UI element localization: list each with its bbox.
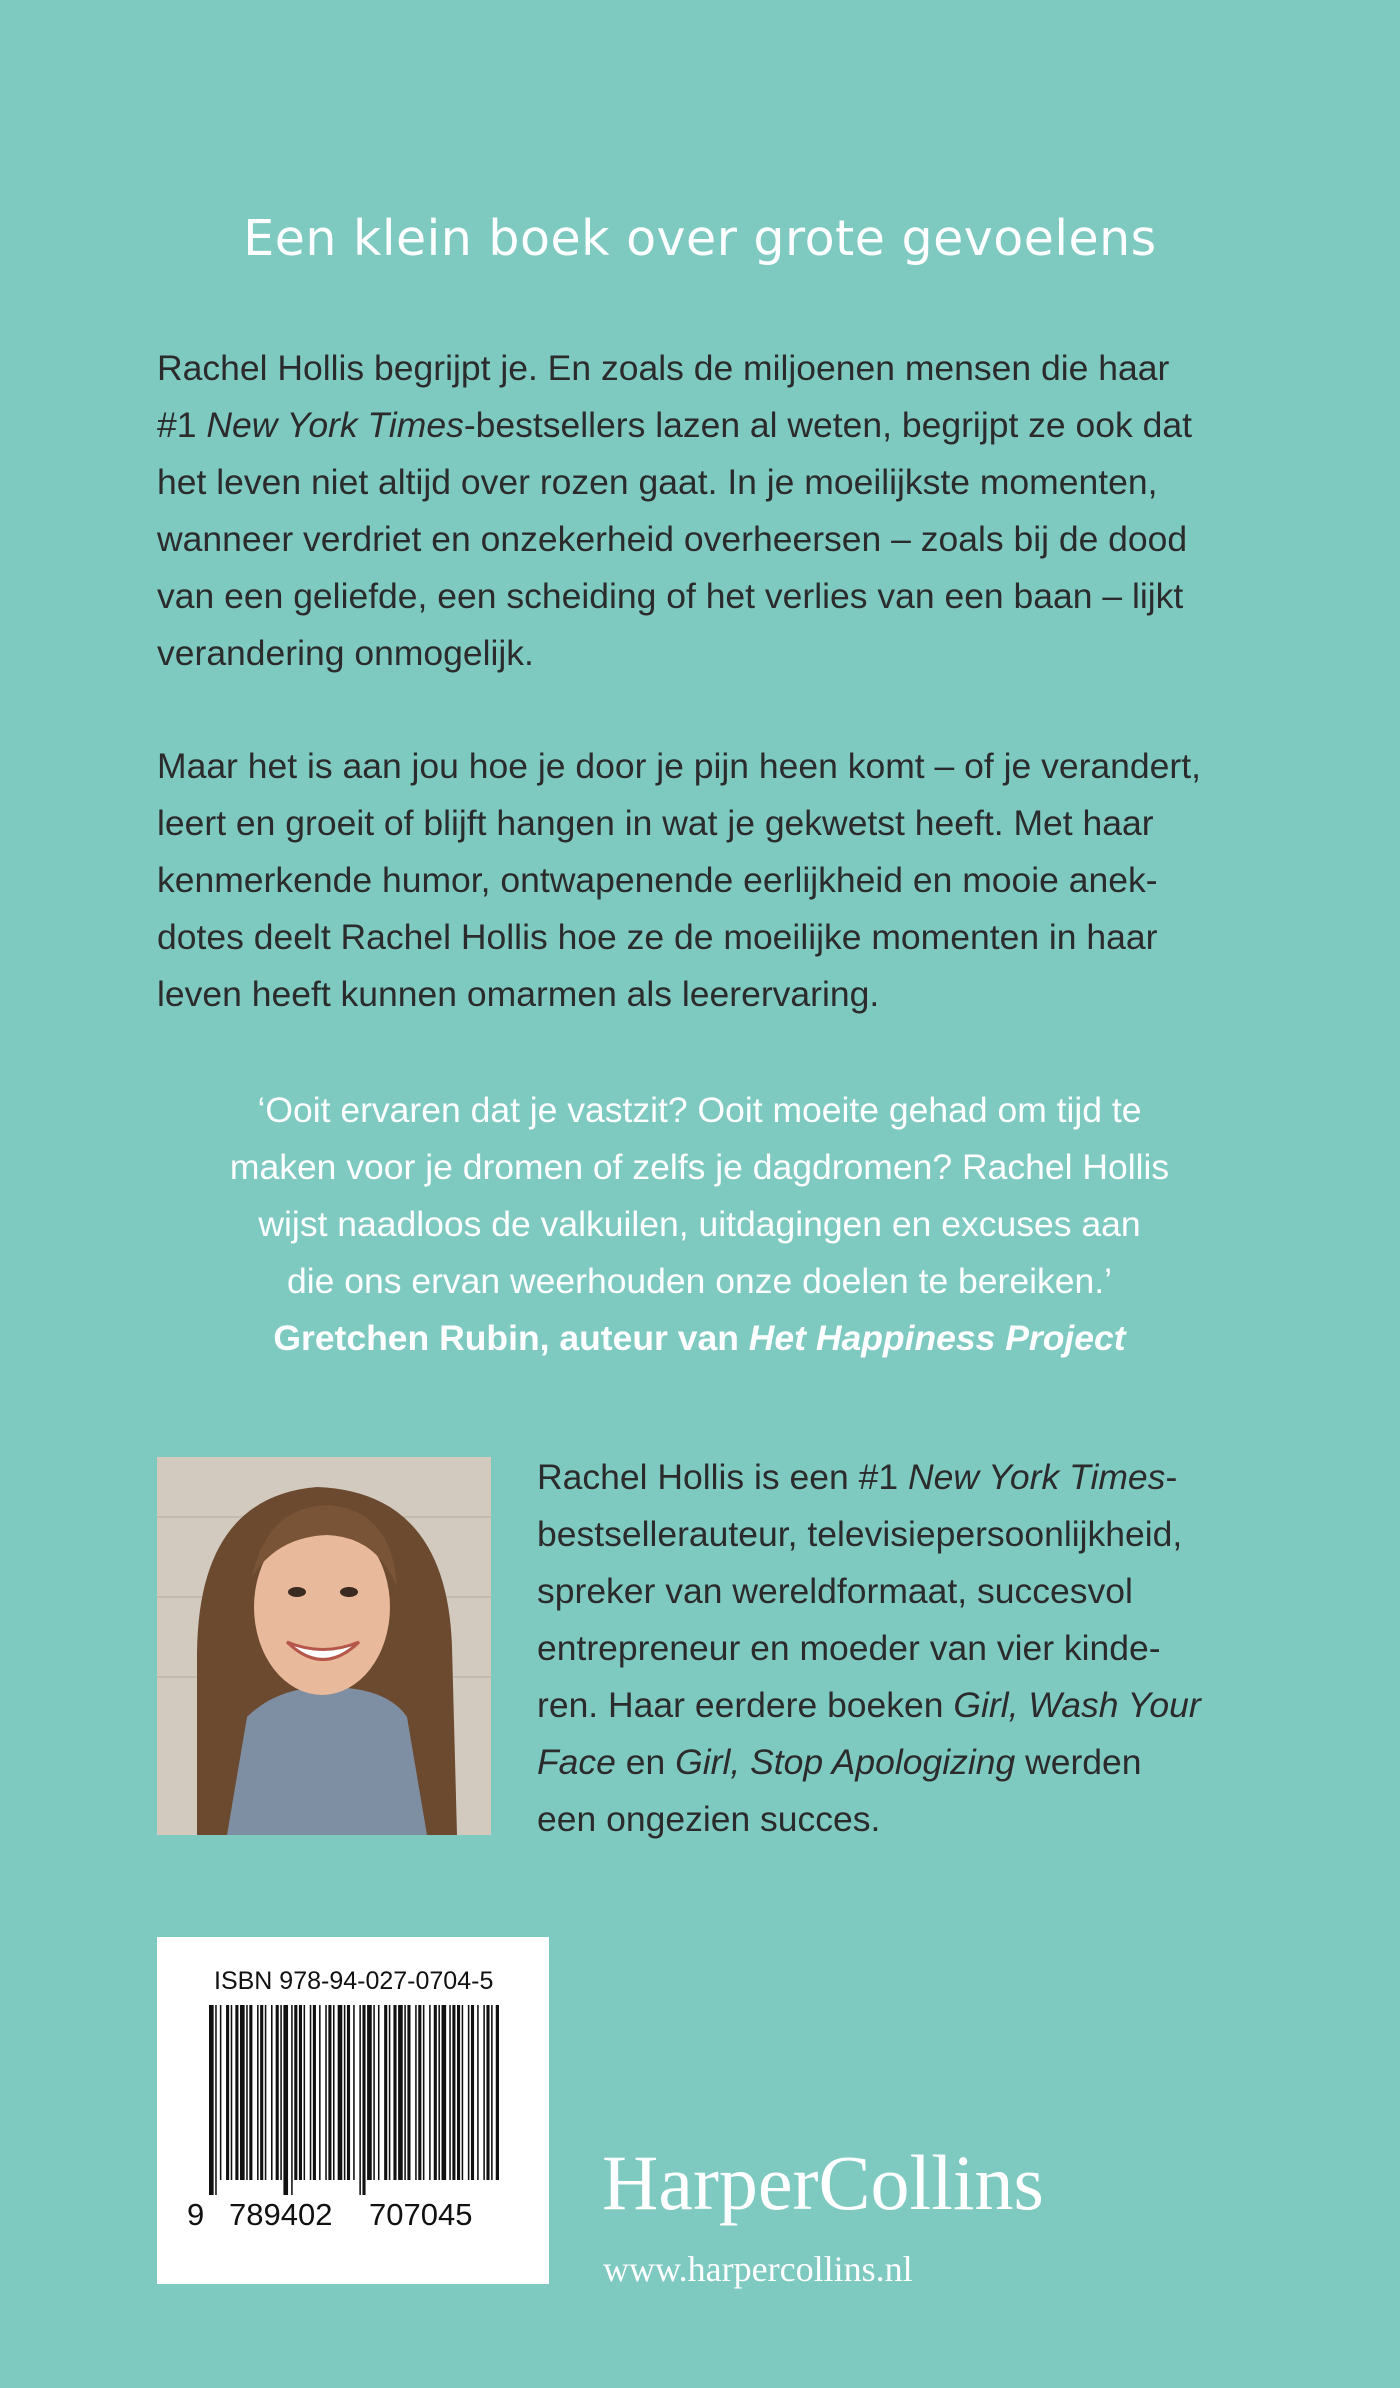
paragraph-line: verandering onmogelijk.	[157, 633, 534, 673]
barcode-bars	[209, 2005, 499, 2195]
barcode-bar	[257, 2005, 259, 2180]
back-cover-headline: Een klein boek over grote gevoelens	[243, 210, 1157, 267]
barcode-bar	[457, 2005, 460, 2180]
barcode-bar	[384, 2005, 387, 2180]
barcode-bar	[483, 2005, 485, 2180]
isbn-barcode	[157, 1937, 549, 2284]
barcode-bar	[280, 2005, 282, 2180]
barcode-bar	[325, 2005, 327, 2180]
barcode-bar	[294, 2005, 297, 2180]
author-bio	[537, 1449, 1242, 1848]
barcode-bar	[209, 2005, 214, 2195]
barcode-bar	[271, 2005, 273, 2180]
barcode-bar	[231, 2005, 233, 2180]
barcode-bar	[226, 2005, 229, 2180]
barcode-bar	[353, 2005, 355, 2180]
bio-line: spreker van wereldformaat, succesvol	[537, 1571, 1133, 1611]
endorsement-quote	[157, 1082, 1242, 1367]
barcode-bar	[313, 2005, 316, 2180]
quote-line: die ons ervan weerhouden onze doelen te bereiken.’	[287, 1261, 1112, 1301]
barcode-bar	[291, 2005, 293, 2195]
barcode-bar	[260, 2005, 263, 2180]
barcode-bar	[328, 2005, 331, 2180]
barcode-bar	[491, 2005, 493, 2180]
bio-line: ren. Haar eerdere boeken Girl, Wash Your	[537, 1685, 1201, 1725]
paragraph-line: dotes deelt Rachel Hollis hoe ze de moeilijke momenten in haar	[157, 917, 1158, 957]
barcode-bar	[415, 2005, 417, 2180]
publisher-website: www.harpercollins.nl	[603, 2249, 913, 2289]
barcode-bar	[344, 2005, 346, 2180]
barcode-bar	[276, 2005, 279, 2180]
barcode-bar	[373, 2005, 375, 2180]
quote-line: ‘Ooit ervaren dat je vastzit? Ooit moeite gehad om tijd te	[257, 1090, 1142, 1130]
publisher-logo: HarperCollins	[602, 2139, 1044, 2226]
paragraph-line: het leven niet altijd over rozen gaat. In je moeilijkste momenten,	[157, 462, 1158, 502]
paragraph-line: leert en groeit of blijft hangen in wat je gekwetst heeft. Met haar	[157, 803, 1154, 843]
attribution-name: Gretchen Rubin, auteur van	[273, 1318, 749, 1358]
isbn-label: ISBN 978-94-027-0704-5	[214, 1967, 494, 1995]
barcode-bar	[389, 2005, 391, 2180]
barcode-bar	[246, 2005, 248, 2180]
bio-line: Face en Girl, Stop Apologizing werden	[537, 1742, 1142, 1782]
description-paragraph-1	[157, 340, 1242, 682]
barcode-bar	[283, 2005, 288, 2195]
paragraph-line: van een geliefde, een scheiding of het verlies van een baan – lijkt	[157, 576, 1184, 616]
barcode-bar	[304, 2005, 306, 2180]
barcode-bar	[438, 2005, 440, 2180]
paragraph-line: kenmerkende humor, ontwapenende eerlijkheid en mooie anek-	[157, 860, 1158, 900]
barcode-bar	[442, 2005, 447, 2180]
barcode-bar	[393, 2005, 396, 2180]
barcode-bar	[404, 2005, 406, 2180]
bio-line: bestsellerauteur, televisiepersoonlijkheid,	[537, 1514, 1183, 1554]
barcode-bar	[471, 2005, 474, 2180]
barcode-bar	[347, 2005, 350, 2180]
barcode-left-digits: 789402	[229, 2197, 333, 2232]
quote-line: wijst naadloos de valkuilen, uitdagingen en excuses aan	[258, 1204, 1141, 1244]
barcode-bar	[235, 2005, 238, 2180]
barcode-bar	[423, 2005, 425, 2180]
barcode-bar	[486, 2005, 489, 2180]
barcode-bar	[429, 2005, 431, 2180]
barcode-bar	[310, 2005, 312, 2180]
paragraph-line: Rachel Hollis begrijpt je. En zoals de miljoenen mensen die haar	[157, 348, 1170, 388]
barcode-bar	[367, 2005, 372, 2180]
barcode-bar	[398, 2005, 403, 2180]
author-photo	[157, 1457, 491, 1835]
bio-line: Rachel Hollis is een #1 New York Times-	[537, 1457, 1178, 1497]
barcode-bar	[418, 2005, 421, 2180]
paragraph-line: #1 New York Times-bestsellers lazen al weten, begrijpt ze ook dat	[157, 405, 1192, 445]
description-paragraph-2	[157, 738, 1242, 1023]
paragraph-line: leven heeft kunnen omarmen als leerervaring.	[157, 974, 880, 1014]
barcode-bar	[434, 2005, 437, 2180]
barcode-bar	[220, 2005, 222, 2180]
barcode-bar	[362, 2005, 365, 2195]
quote-line: maken voor je dromen of zelfs je dagdromen? Rachel Hollis	[229, 1147, 1170, 1187]
barcode-bar	[378, 2005, 380, 2180]
barcode-bar	[249, 2005, 252, 2180]
barcode-bar	[359, 2005, 361, 2195]
paragraph-line: Maar het is aan jou hoe je door je pijn heen komt – of je verandert,	[157, 746, 1201, 786]
bio-line: een ongezien succes.	[537, 1799, 881, 1839]
barcode-bar	[333, 2005, 335, 2180]
barcode-bar	[462, 2005, 464, 2180]
bio-line: entrepreneur en moeder van vier kinde-	[537, 1628, 1161, 1668]
barcode-bar	[338, 2005, 343, 2180]
paragraph-line: wanneer verdriet en onzekerheid overheersen – zoals bij de dood	[157, 519, 1188, 559]
author-portrait-illustration	[157, 1457, 491, 1835]
barcode-bar	[240, 2005, 245, 2180]
barcode-bar	[265, 2005, 267, 2180]
barcode-bar	[477, 2005, 479, 2180]
barcode-bar	[319, 2005, 321, 2180]
barcode-bar	[449, 2005, 451, 2180]
barcode-bar	[299, 2005, 302, 2180]
barcode-bar	[452, 2005, 455, 2180]
attribution-book-title: Het Happiness Project	[748, 1318, 1126, 1358]
quote-attribution	[157, 1310, 1242, 1367]
barcode-bar	[215, 2005, 217, 2195]
barcode-bar	[407, 2005, 410, 2180]
barcode-bar	[468, 2005, 470, 2180]
barcode-first-digit: 9	[187, 2197, 205, 2232]
barcode-right-digits: 707045	[369, 2197, 473, 2232]
barcode-bar	[496, 2005, 499, 2180]
